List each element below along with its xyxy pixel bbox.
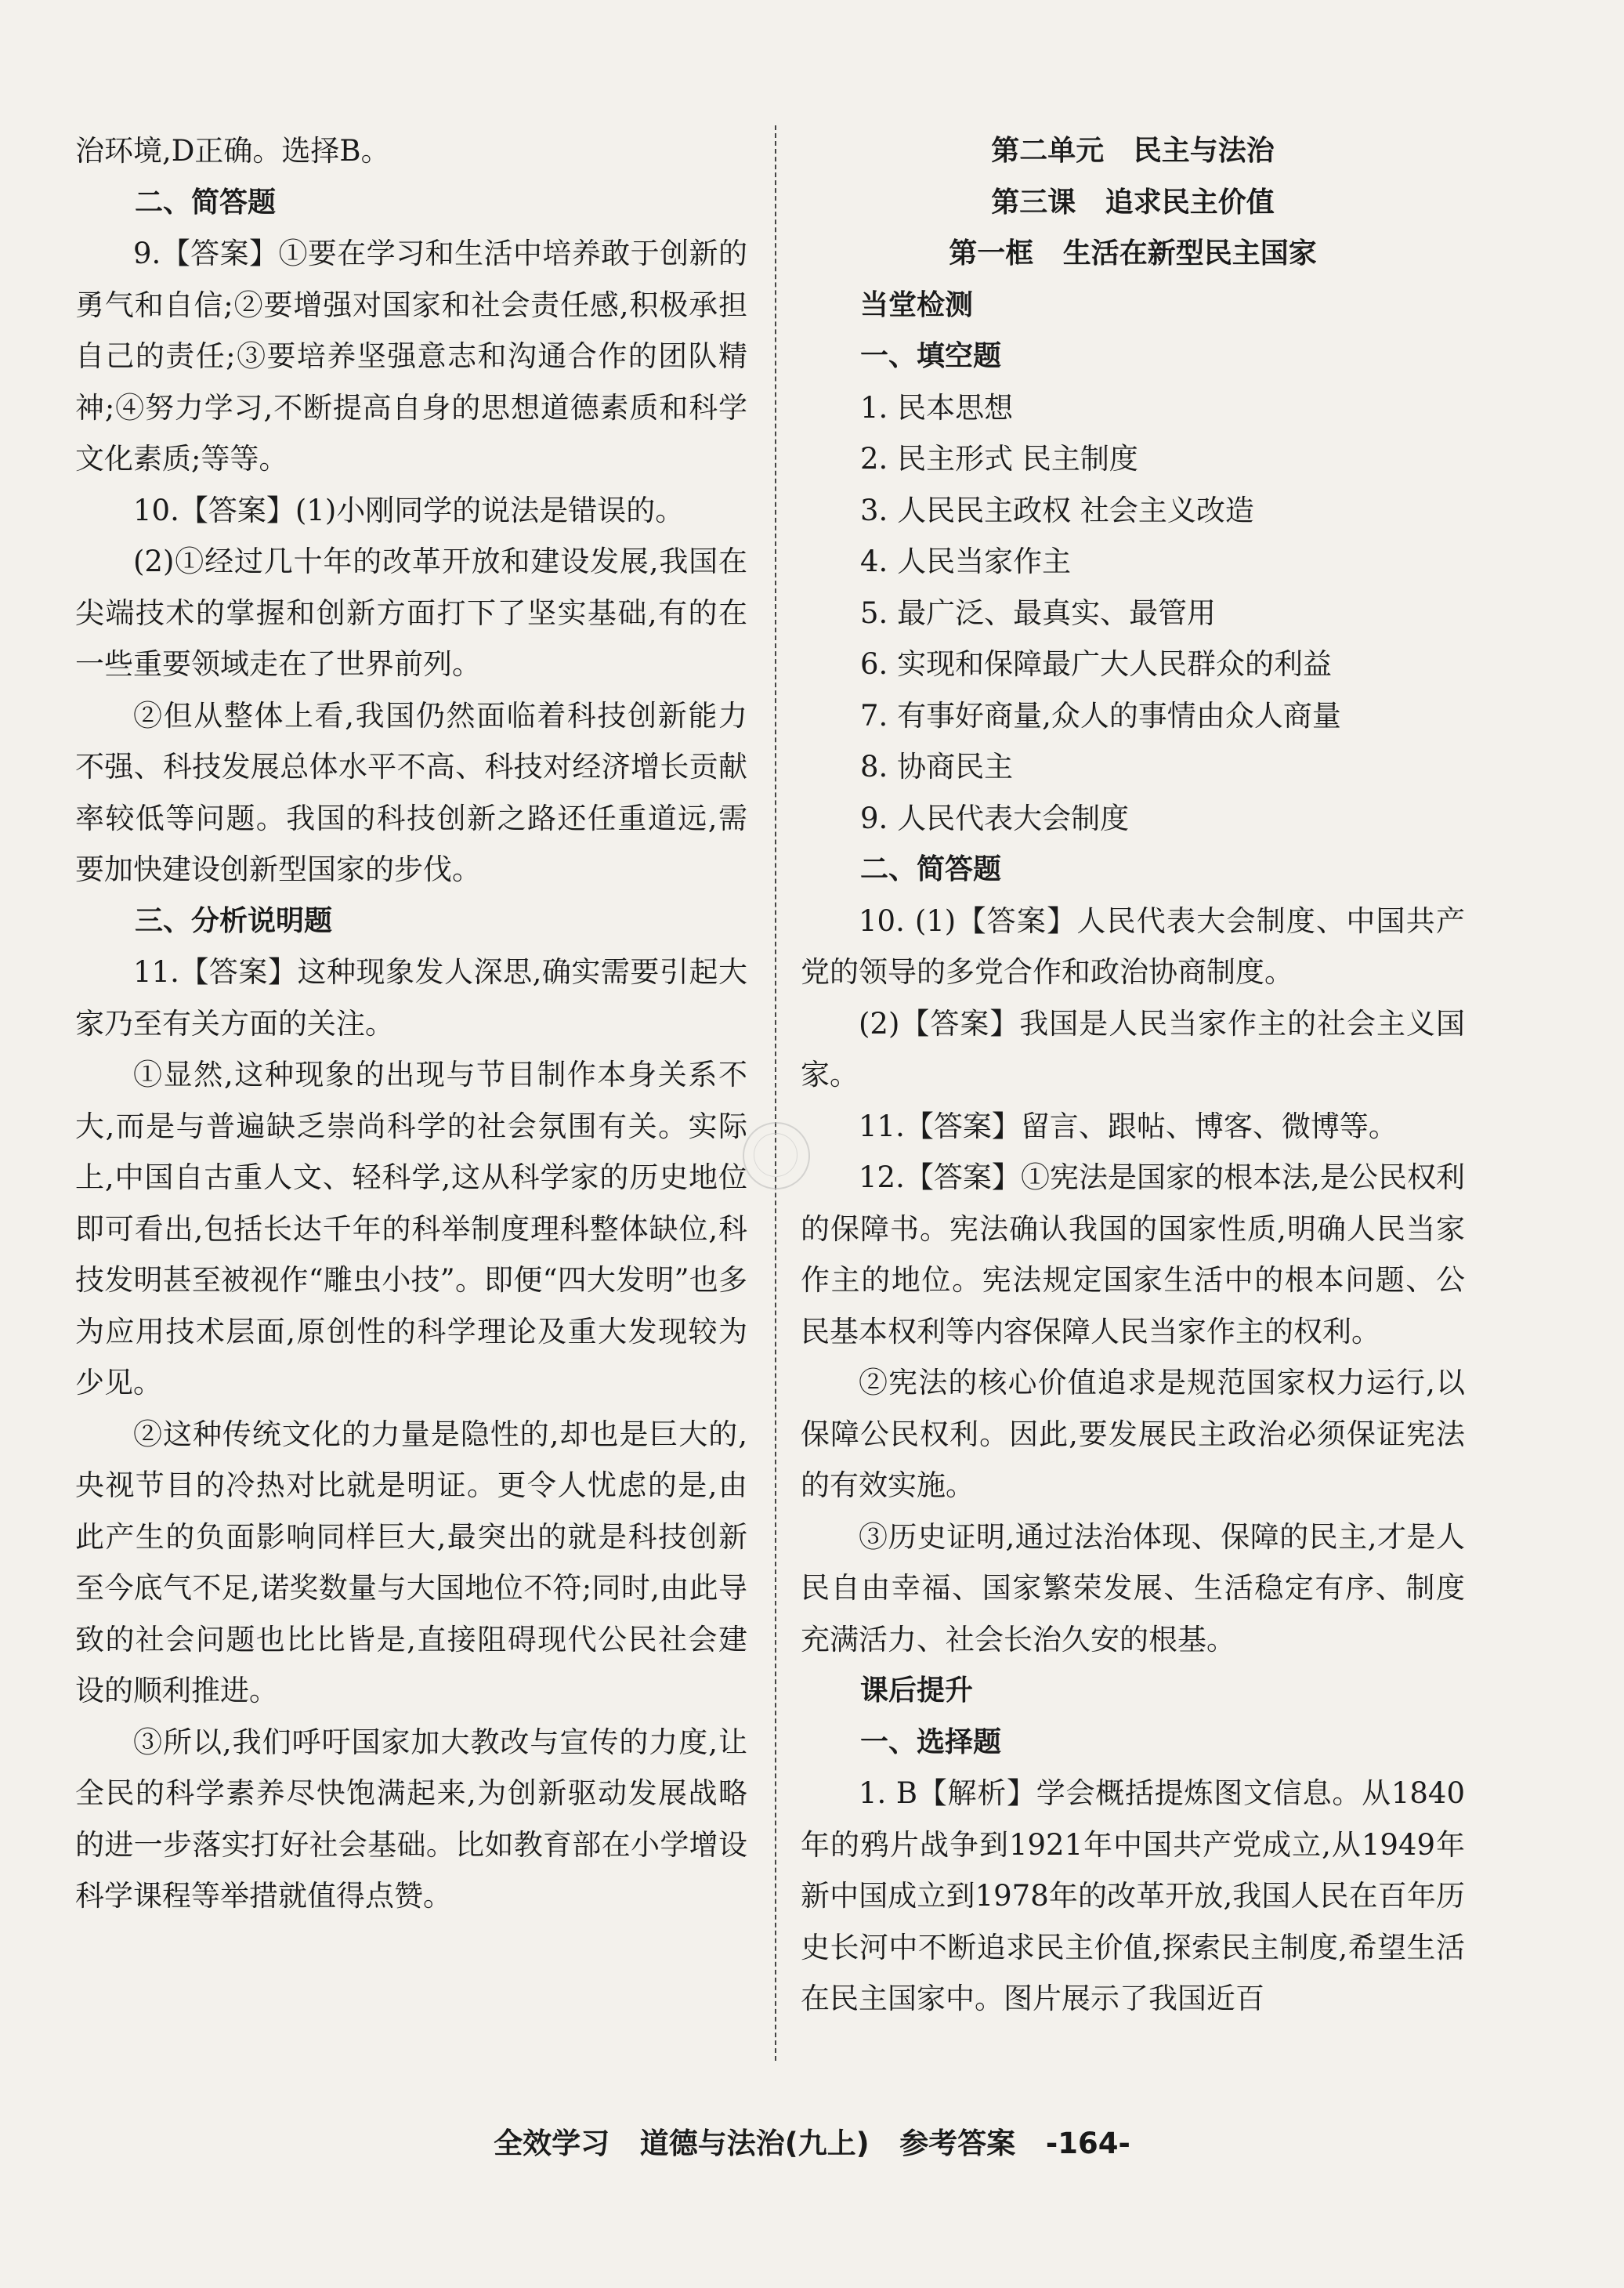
subsection-heading-after-class: 课后提升	[860, 1674, 974, 1707]
section-heading-fill-blank: 一、填空题	[860, 340, 1002, 372]
continuation-line: 治环境,D正确。选择B。	[75, 134, 390, 168]
answer-11-point2: ②这种传统文化的力量是隐性的,却也是巨大的,央视节目的冷热对比就是明证。更令人忧虑的是,由此产生的负面影响同样巨大,最突出的就是科技创新至今底气不足,诺奖数量与大国地位不符;同时,由此导致的社会问题也比比皆是,直接阻碍现代公民社会建设的顺利推进。	[75, 1417, 747, 1707]
answer-12-point3: ③历史证明,通过法治体现、保障的民主,才是人民自由幸福、国家繁荣发展、生活稳定有序、制度充满活力、社会长治久安的根基。	[801, 1519, 1465, 1656]
answer-12-point1: 12.【答案】①宪法是国家的根本法,是公民权利的保障书。宪法确认我国的国家性质,明确人民当家作主的地位。宪法规定国家生活中的根本问题、公民基本权利等内容保障人民当家作主的权利。	[801, 1160, 1465, 1349]
column-divider	[775, 125, 776, 2061]
subsection-heading-in-class: 当堂检测	[860, 288, 974, 321]
fill-answer: 6. 实现和保障最广大人民群众的利益	[860, 647, 1333, 681]
answer-10-part1: 10.【答案】(1)小刚同学的说法是错误的。	[133, 493, 685, 527]
fill-answer: 3. 人民民主政权 社会主义改造	[860, 493, 1254, 527]
lesson-title: 第三课 追求民主价值	[991, 186, 1275, 219]
fill-answer: 4. 人民当家作主	[860, 545, 1072, 578]
fill-answer: 5. 最广泛、最真实、最管用	[860, 596, 1217, 630]
answer-11-intro: 11.【答案】这种现象发人深思,确实需要引起大家乃至有关方面的关注。	[75, 955, 747, 1041]
section-heading-multiple-choice: 一、选择题	[860, 1725, 1002, 1758]
answer-10-part2-1: (2)①经过几十年的改革开放和建设发展,我国在尖端技术的掌握和创新方面打下了坚实基础,有的在一些重要领域走在了世界前列。	[75, 545, 747, 681]
choice-answer-1: 1. B【解析】学会概括提炼图文信息。从1840年的鸦片战争到1921年中国共产党成立,从1949年新中国成立到1978年的改革开放,我国人民在百年历史长河中不断追求民主价值,探索民主制度,希望生活在民主国家中。图片展示了我国近百	[801, 1776, 1465, 2015]
page-footer: 全效学习 道德与法治(九上) 参考答案 -164-	[494, 2127, 1130, 2160]
watermark-stamp-icon	[743, 1122, 810, 1189]
section-heading-analysis: 三、分析说明题	[135, 904, 333, 937]
fill-answer: 2. 民主形式 民主制度	[860, 442, 1138, 476]
section-heading-short-answer: 二、简答题	[860, 853, 1002, 885]
section-heading-short-answer: 二、简答题	[135, 186, 277, 219]
answer-10-part2: (2)【答案】我国是人民当家作主的社会主义国家。	[801, 1006, 1465, 1092]
fill-answer: 8. 协商民主	[860, 750, 1014, 784]
answer-12-point2: ②宪法的核心价值追求是规范国家权力运行,以保障公民权利。因此,要发展民主政治必须保证宪法的有效实施。	[801, 1366, 1465, 1502]
fill-answer: 7. 有事好商量,众人的事情由众人商量	[860, 698, 1341, 733]
fill-answer: 1. 民本思想	[860, 390, 1014, 425]
answer-10-part2-2: ②但从整体上看,我国仍然面临着科技创新能力不强、科技发展总体水平不高、科技对经济增长贡献率较低等问题。我国的科技创新之路还任重道远,需要加快建设创新型国家的步伐。	[75, 698, 747, 886]
answer-11-point3: ③所以,我们呼吁国家加大教改与宣传的力度,让全民的科学素养尽快饱满起来,为创新驱动发展战略的进一步落实打好社会基础。比如教育部在小学增设科学课程等举措就值得点赞。	[75, 1725, 747, 1913]
fill-answer: 9. 人民代表大会制度	[860, 801, 1130, 835]
unit-title: 第二单元 民主与法治	[991, 135, 1275, 167]
left-column	[75, 125, 747, 1922]
answer-11-point1: ①显然,这种现象的出现与节目制作本身关系不大,而是与普遍缺乏崇尚科学的社会氛围有关。实际上,中国自古重人文、轻科学,这从科学家的历史地位即可看出,包括长达千年的科举制度理科整体缺位,科技发明甚至被视作“雕虫小技”。即便“四大发明”也多为应用技术层面,原创性的科学理论及重大发现较为少见。	[75, 1058, 747, 1399]
answer-9: 9.【答案】①要在学习和生活中培养敢于创新的勇气和自信;②要增强对国家和社会责任感,积极承担自己的责任;③要培养坚强意志和沟通合作的团队精神;④努力学习,不断提高自身的思想道德素质和科学文化素质;等等。	[75, 237, 747, 476]
answer-10-part1: 10. (1)【答案】人民代表大会制度、中国共产党的领导的多党合作和政治协商制度。	[801, 903, 1465, 989]
right-column	[801, 125, 1465, 2025]
answer-11: 11.【答案】留言、跟帖、博客、微博等。	[859, 1109, 1398, 1143]
section-title: 第一框 生活在新型民主国家	[949, 237, 1317, 270]
